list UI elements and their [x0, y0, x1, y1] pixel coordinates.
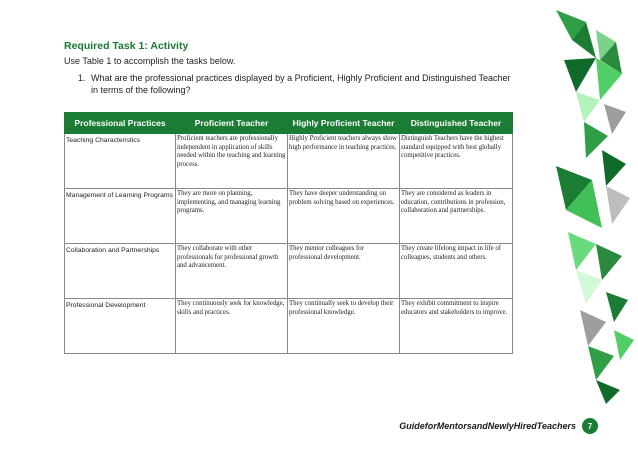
- footer-title: GuideforMentorsandNewlyHiredTeachers: [399, 421, 576, 431]
- question-item: [78, 72, 518, 96]
- row-label: Management of Learning Programs: [65, 189, 176, 244]
- activity-instruction: Use Table 1 to accomplish the tasks below.: [64, 56, 236, 66]
- question-text: What are the professional practices displayed by a Proficient, Highly Proficient and Distinguished Teacher in terms of the following?: [91, 73, 511, 95]
- cell-highly-proficient: They continually seek to develop their professional knowledge.: [288, 299, 400, 354]
- cell-highly-proficient: They have deeper understanding on problem solving based on experiences.: [288, 189, 400, 244]
- row-label: Teaching Characteristics: [65, 134, 176, 189]
- header-distinguished-teacher: Distinguished Teacher: [400, 113, 513, 134]
- practices-table: [64, 112, 513, 354]
- cell-distinguished: They are considered as leaders in education, contributions in profession, collaboration and partnerships.: [400, 189, 513, 244]
- row-label: Collaboration and Partnerships: [65, 244, 176, 299]
- cell-proficient: Proficient teachers are professionally independent in application of skills needed within the teaching and learning process.: [176, 134, 288, 189]
- row-label: Professional Development: [65, 299, 176, 354]
- cell-distinguished: They create lifelong impact in life of colleagues, students and others.: [400, 244, 513, 299]
- header-proficient-teacher: Proficient Teacher: [176, 113, 288, 134]
- page-footer: [399, 418, 598, 434]
- activity-title: Required Task 1: Activity: [64, 40, 189, 52]
- header-professional-practices: Professional Practices: [65, 113, 176, 134]
- table-row: [65, 134, 513, 189]
- cell-highly-proficient: Highly Proficient teachers always show high performance in teaching practices.: [288, 134, 400, 189]
- table-row: [65, 189, 513, 244]
- triangle-decoration: [556, 0, 638, 410]
- question-number: 1.: [78, 73, 86, 83]
- cell-distinguished: They exhibit commitment to inspire educators and stakeholders to improve.: [400, 299, 513, 354]
- cell-highly-proficient: They mentor colleagues for professional development.: [288, 244, 400, 299]
- header-highly-proficient-teacher: Highly Proficient Teacher: [288, 113, 400, 134]
- page-number-badge: 7: [582, 418, 598, 434]
- cell-proficient: They continuously seek for knowledge, skills and practices.: [176, 299, 288, 354]
- table-row: [65, 244, 513, 299]
- cell-proficient: They collaborate with other professionals for professional growth and advancement.: [176, 244, 288, 299]
- table-row: [65, 299, 513, 354]
- table-header-row: [65, 113, 513, 134]
- cell-proficient: They are more on planning, implementing, and managing learning programs.: [176, 189, 288, 244]
- cell-distinguished: Distinguish Teachers have the highest standard equipped with best globally competitive practices.: [400, 134, 513, 189]
